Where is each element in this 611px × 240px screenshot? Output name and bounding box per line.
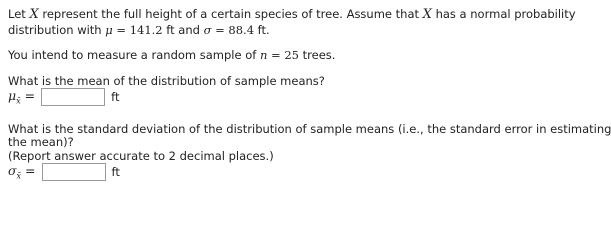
mu-unit: ft — [162, 23, 175, 37]
sd-answer-input[interactable] — [42, 163, 106, 181]
mean-answer-input[interactable] — [41, 88, 105, 106]
equals-sign: = — [211, 23, 229, 37]
problem-text: represent the full height of a certain species of tree. Assume that — [38, 7, 423, 21]
mean-label — [8, 88, 35, 106]
problem-text: Let — [8, 7, 30, 21]
mean-unit: ft — [111, 90, 120, 104]
sigma-symbol: σ — [8, 163, 17, 179]
sample-line — [8, 48, 335, 62]
sigma-symbol: σ — [203, 23, 212, 37]
equals-sign: = — [112, 23, 130, 37]
sigma-unit: ft. — [254, 23, 270, 37]
equals-sign: = — [21, 163, 36, 179]
n-symbol: n — [259, 48, 268, 62]
mu-symbol: μ — [8, 88, 17, 104]
question-2-line-2: the mean)? — [8, 135, 74, 149]
question-2-note: (Report answer accurate to 2 decimal places.) — [8, 149, 274, 163]
mu-value: 141.2 — [129, 23, 163, 37]
answer-row-mean — [8, 88, 119, 106]
sigma-value: 88.4 — [228, 23, 255, 37]
sd-label — [8, 163, 36, 181]
equals-sign: = — [267, 48, 285, 62]
question-2-line-1: What is the standard deviation of the distribution of sample means (i.e., the standard error in estimating — [8, 122, 611, 136]
variable-x: X — [29, 7, 39, 22]
x-bar-subscript: x̄ — [16, 96, 21, 106]
question-1-text: What is the mean of the distribution of sample means? — [8, 74, 325, 88]
answer-row-sd — [8, 163, 120, 181]
mu-symbol: μ — [105, 23, 113, 37]
problem-text: You intend to measure a random sample of — [8, 48, 260, 62]
n-value: 25 — [284, 48, 299, 62]
problem-line-1 — [8, 7, 576, 22]
variable-x: X — [422, 7, 432, 22]
equals-sign: = — [20, 88, 36, 104]
x-bar-subscript: x̄ — [16, 171, 22, 181]
problem-text: trees. — [298, 48, 336, 62]
sd-unit: ft — [111, 165, 120, 179]
problem-text: distribution with — [8, 23, 106, 37]
problem-text: has a normal probability — [431, 7, 576, 21]
problem-text: and — [174, 23, 204, 37]
problem-line-2 — [8, 23, 270, 37]
